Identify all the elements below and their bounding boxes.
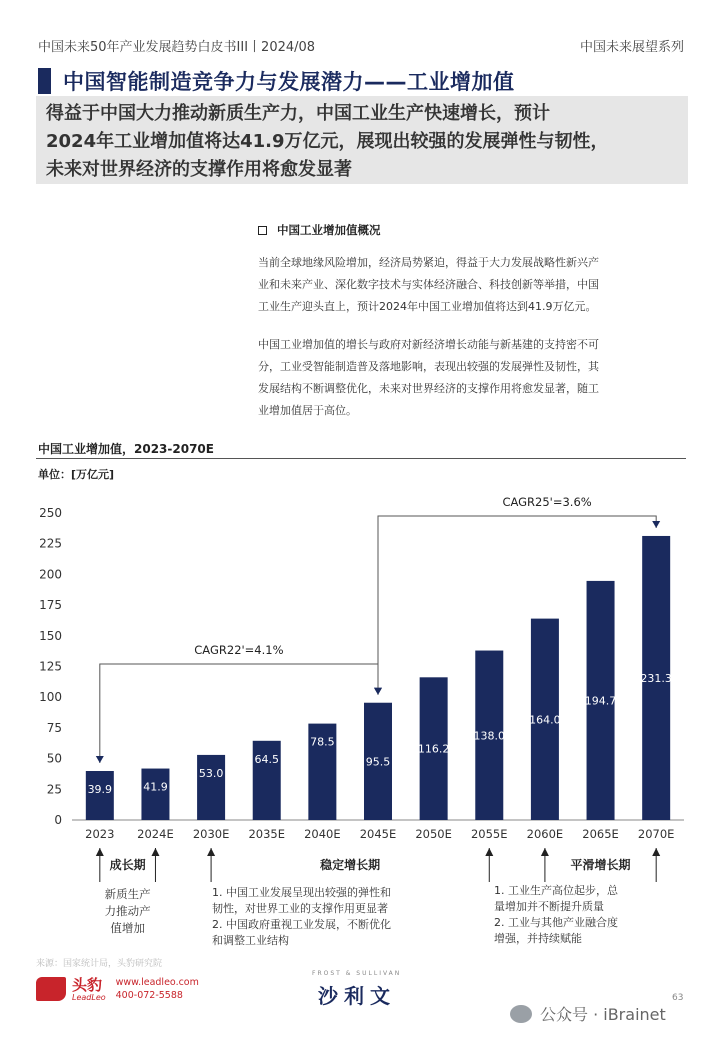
arrow-down-icon	[374, 688, 382, 695]
paragraph-line: 工业生产迎头直上，预计2024年中国工业增加值将达到41.9万亿元。	[258, 300, 597, 313]
y-tick-label: 50	[46, 751, 62, 766]
y-tick-label: 75	[46, 720, 62, 735]
summary-line: 未来对世界经济的支撑作用将愈发显著	[46, 159, 352, 180]
wechat-watermark	[510, 1002, 666, 1025]
phase-desc-line: 值增加	[110, 921, 145, 935]
title-text: 中国智能制造竞争力与发展潜力——工业增加值	[63, 70, 515, 94]
bar-value-label: 53.0	[198, 766, 224, 780]
x-tick-label: 2023	[85, 827, 115, 841]
phase-name: 稳定增长期	[320, 858, 381, 872]
header-right: 中国未来展望系列	[579, 40, 684, 55]
y-tick-label: 225	[39, 536, 62, 551]
bar-value-label: 39.9	[87, 783, 113, 797]
page-number: 63	[672, 993, 684, 1003]
x-tick-label: 2035E	[248, 827, 286, 841]
bar-value-label: 64.5	[254, 752, 279, 766]
bar	[197, 755, 225, 820]
paragraph-line: 中国工业增加值的增长与政府对新经济增长动能与新基建的支持密不可	[258, 338, 599, 351]
logo-name: 头豹	[72, 975, 103, 994]
chart-title: 中国工业增加值，2023-2070E	[38, 442, 214, 456]
paragraph-line: 业和未来产业、深化数字技术与实体经济融合、科技创新等举措，中国	[258, 278, 599, 291]
x-tick-label: 2045E	[359, 827, 397, 841]
bar-value-label: 95.5	[365, 755, 391, 769]
x-tick-label: 2060E	[526, 827, 564, 841]
arrow-up-icon	[96, 848, 104, 856]
x-tick-label: 2065E	[582, 827, 619, 841]
paragraph-line: 发展结构不断调整优化，未来对世界经济的支撑作用将愈发显著，随工	[258, 382, 599, 395]
bar-value-label: 194.7	[584, 694, 617, 708]
phase-desc-line: 韧性，对世界工业的支撑作用更显著	[212, 902, 388, 915]
x-tick-label: 2040E	[304, 827, 341, 841]
y-tick-label: 250	[39, 506, 62, 520]
phase-desc-line: 2. 工业与其他产业融合度	[494, 916, 618, 929]
paragraph-line: 当前全球地缘风险增加，经济局势紧迫，得益于大力发展战略性新兴产	[258, 256, 599, 269]
phase-desc-line: 力推动产	[104, 904, 151, 918]
leopard-icon	[36, 977, 66, 1001]
leadleo-logo	[36, 976, 199, 1002]
bar-value-label: 231.3	[640, 671, 672, 685]
cagr-label: CAGR22'=4.1%	[194, 643, 284, 657]
bar-value-label: 116.2	[417, 742, 450, 756]
x-tick-label: 2024E	[137, 827, 174, 841]
bar-value-label: 138.0	[473, 729, 506, 743]
arrow-up-icon	[207, 848, 215, 856]
arrow-up-icon	[485, 848, 493, 856]
phase-desc-line: 增强，并持续赋能	[494, 932, 582, 945]
watermark-text: 公众号 · iBrainet	[540, 1005, 666, 1024]
arrow-up-icon	[541, 848, 549, 856]
phase-desc-line: 2. 中国政府重视工业发展，不断优化	[212, 918, 391, 931]
website-link[interactable]: www.leadleo.com	[115, 977, 199, 988]
summary-line: 得益于中国大力推动新质生产力，中国工业生产快速增长，预计	[46, 103, 550, 124]
phase-desc-line: 1. 中国工业发展呈现出较强的弹性和	[212, 886, 391, 899]
partner-tagline: FROST & SULLIVAN	[312, 970, 402, 977]
unit-label: 单位：[万亿元]	[38, 468, 115, 481]
y-tick-label: 200	[39, 567, 62, 582]
wechat-icon	[510, 1005, 532, 1023]
phase-desc-line: 量增加并不断提升质量	[494, 900, 604, 913]
phase-desc-line: 新质生产	[104, 887, 151, 901]
bar-value-label: 78.5	[310, 735, 335, 749]
y-tick-label: 125	[39, 659, 62, 674]
section-title: 中国工业增加值概况	[277, 223, 381, 237]
summary-line: 2024年工业增加值将达41.9万亿元，展现出较强的发展弹性与韧性，	[46, 131, 609, 152]
x-tick-label: 2030E	[192, 827, 230, 841]
header-left: 中国未来50年产业发展趋势白皮书III丨2024/08	[38, 40, 316, 55]
phase-name: 成长期	[109, 858, 146, 872]
x-tick-label: 2050E	[415, 827, 452, 841]
phase-desc-line: 1. 工业生产高位起步，总	[494, 884, 618, 897]
arrow-up-icon	[652, 848, 660, 856]
bar-value-label: 164.0	[529, 713, 561, 727]
phase-name: 平滑增长期	[570, 858, 631, 872]
y-tick-label: 150	[39, 628, 62, 643]
phone-number: 400-072-5588	[115, 990, 183, 1001]
arrow-down-icon	[96, 756, 104, 763]
arrow-down-icon	[652, 521, 660, 528]
bar	[141, 769, 169, 820]
arrow-up-icon	[151, 848, 159, 856]
paragraph-line: 业增加值居于高位。	[258, 404, 357, 417]
x-tick-label: 2070E	[637, 827, 675, 841]
bar-value-label: 41.9	[143, 780, 168, 794]
cagr-label: CAGR25'=3.6%	[502, 495, 592, 509]
x-tick-label: 2055E	[470, 827, 508, 841]
y-tick-label: 0	[54, 813, 62, 827]
phase-desc-line: 和调整工业结构	[212, 934, 289, 947]
source-note: 来源：国家统计局，头豹研究院	[36, 959, 163, 969]
y-tick-label: 25	[46, 782, 62, 797]
logo-sub: LeadLeo	[72, 992, 106, 1002]
y-tick-label: 100	[39, 690, 62, 705]
paragraph-line: 分，工业受智能制造普及落地影响，表现出较强的发展弹性及韧性，其	[258, 360, 599, 373]
partner-logo: 沙利文	[318, 984, 396, 1008]
y-tick-label: 175	[39, 598, 62, 613]
